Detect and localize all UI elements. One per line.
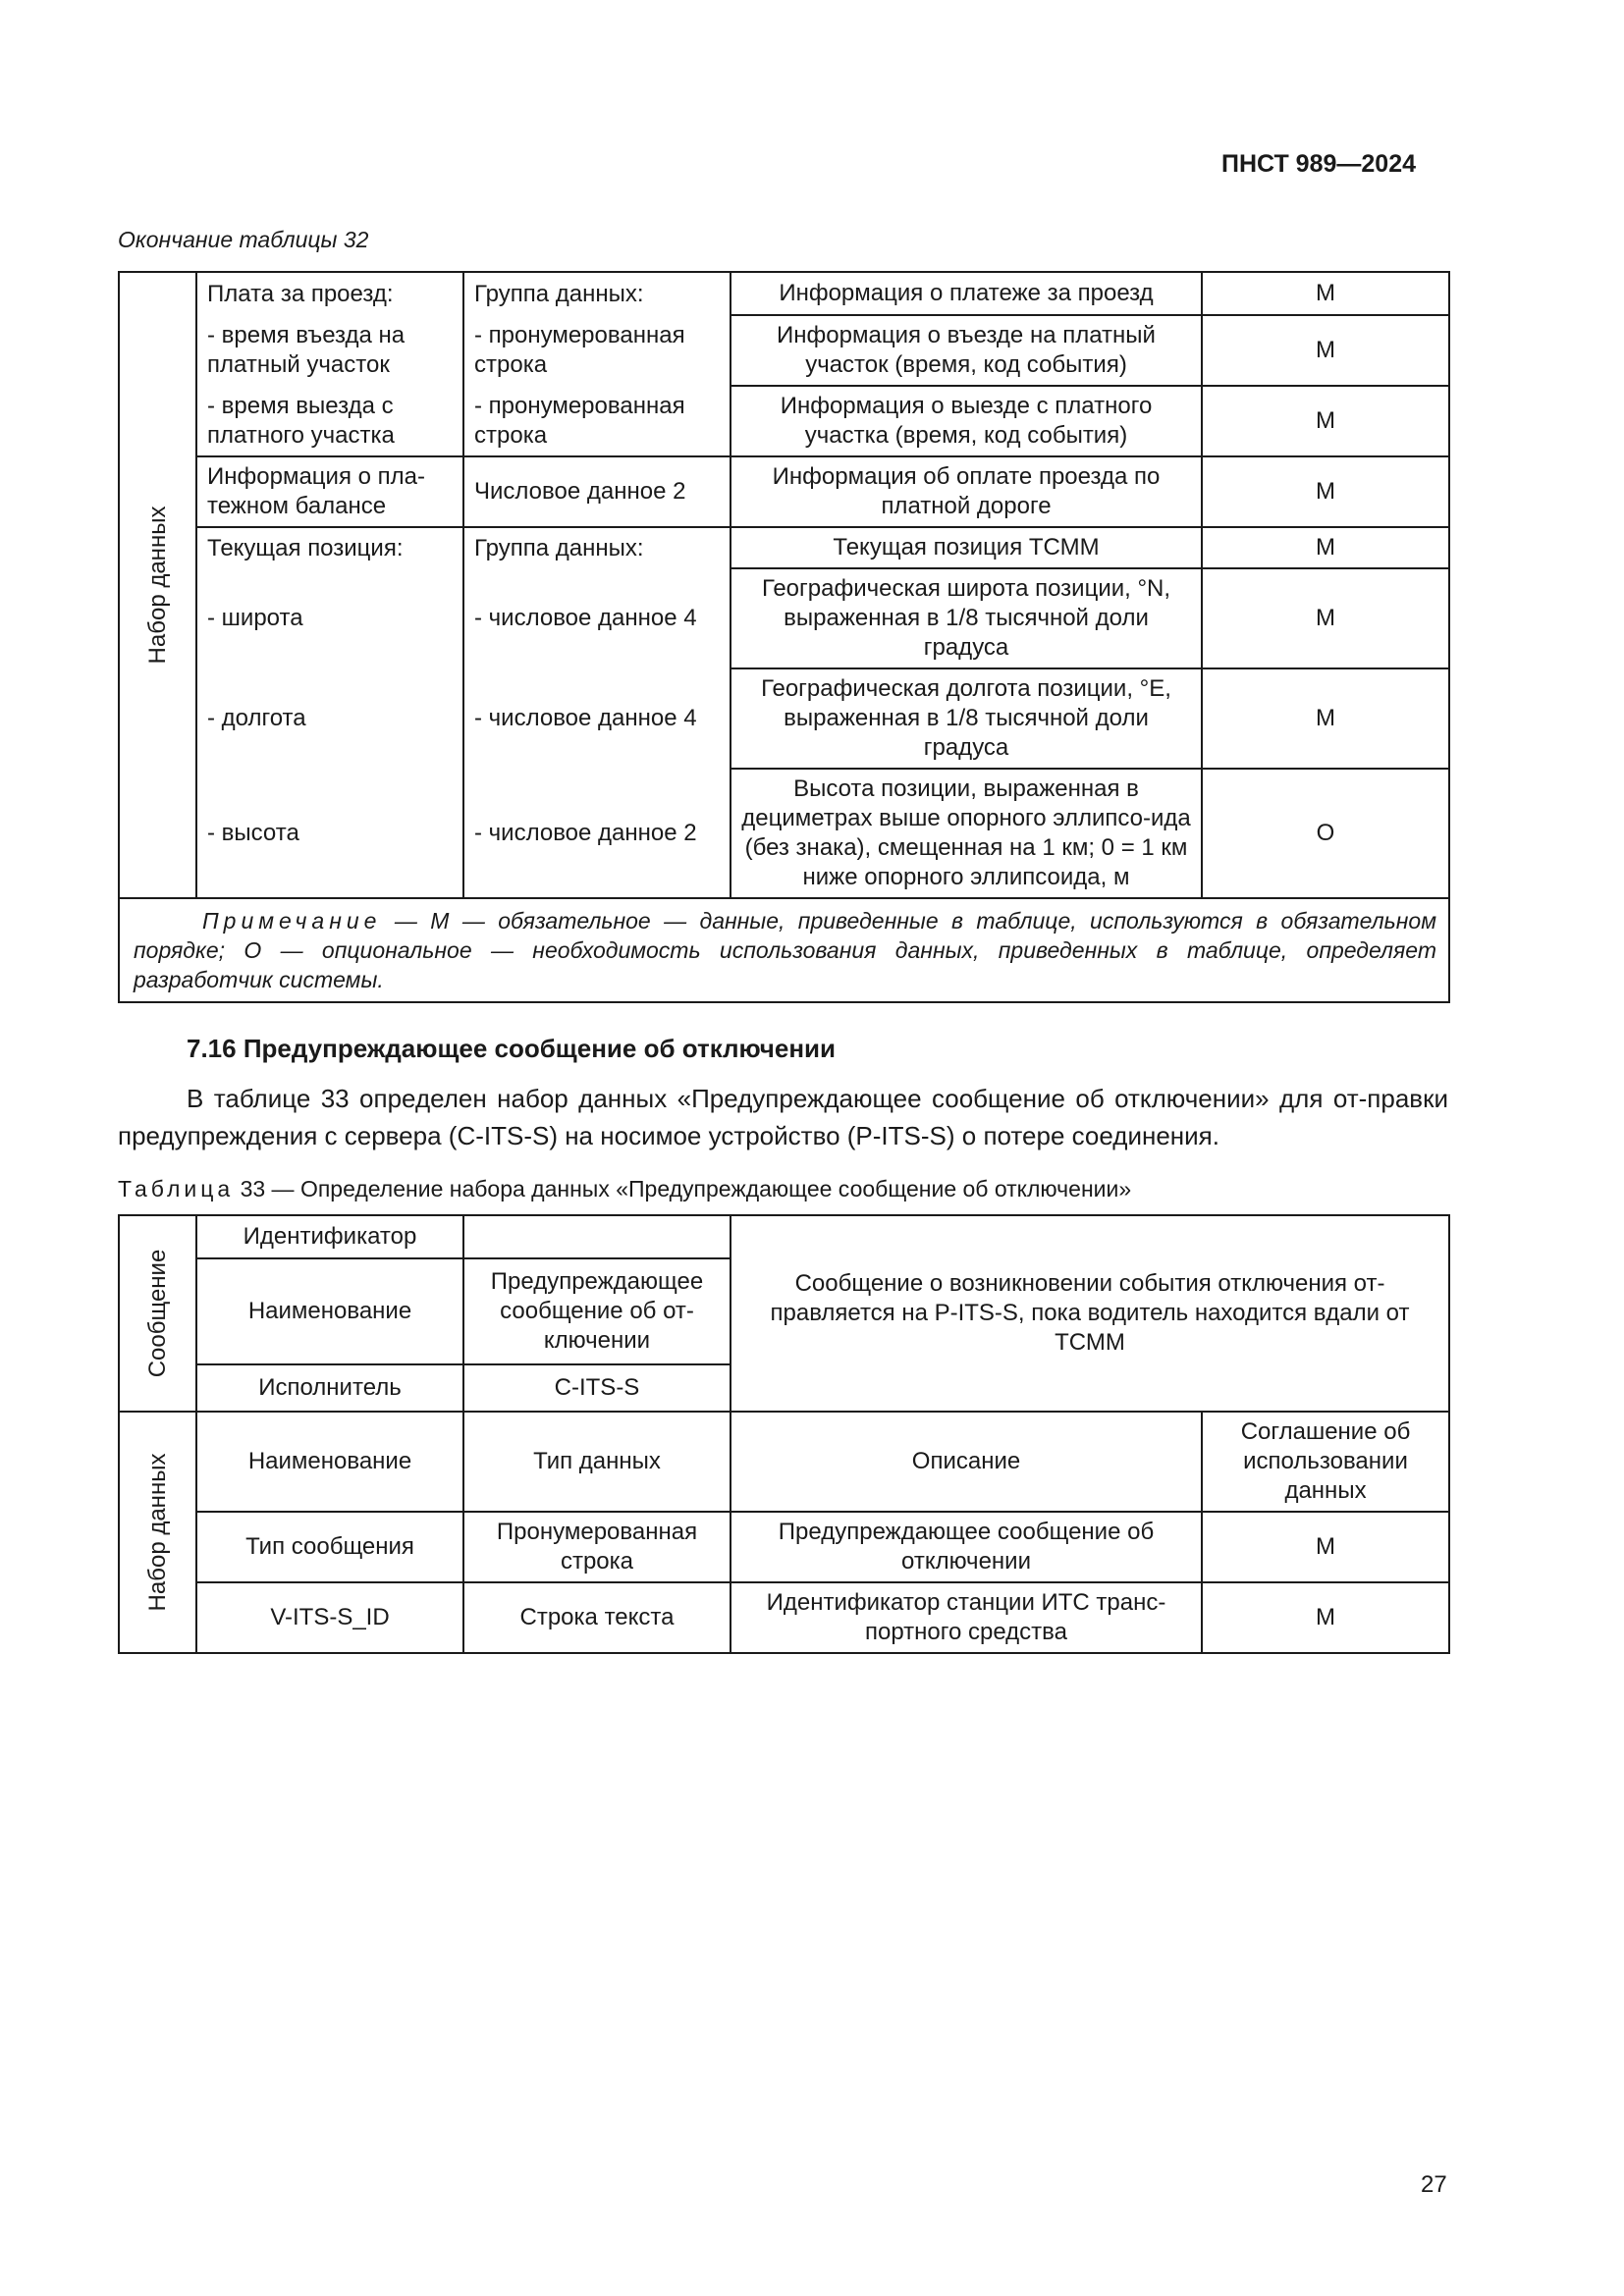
table32-cell: Текущая позиция ТСММ bbox=[731, 527, 1202, 568]
table33-cell bbox=[463, 1215, 731, 1258]
table32-cell: M bbox=[1202, 456, 1449, 527]
table33-cell: Наименование bbox=[196, 1258, 463, 1364]
table-32 bbox=[118, 271, 1450, 1003]
table32-side-label-cell bbox=[119, 272, 196, 898]
table33-caption-text: 33 — Определение набора данных «Предупреждающее сообщение об отключении» bbox=[240, 1176, 1132, 1201]
table32-cell: - время въезда на платный участок bbox=[196, 315, 463, 386]
table32-cell: M bbox=[1202, 272, 1449, 315]
table32-cell: - числовое данное 4 bbox=[463, 668, 731, 769]
table33-column-header: Наименование bbox=[196, 1412, 463, 1512]
table32-cell: Текущая позиция: bbox=[196, 527, 463, 568]
table32-note bbox=[119, 898, 1449, 1002]
table-33 bbox=[118, 1214, 1450, 1654]
table32-cell: - высота bbox=[196, 769, 463, 898]
table32-cell: Географическая долгота позиции, °E, выраженная в 1/8 тысячной доли градуса bbox=[731, 668, 1202, 769]
table33-cell: Предупреждающее сообщение об отключении bbox=[731, 1512, 1202, 1582]
section-paragraph bbox=[118, 1080, 1448, 1154]
table33-cell: Исполнитель bbox=[196, 1364, 463, 1412]
table33-message-description: Сообщение о возникновении события отключения от-правляется на P-ITS-S, пока водитель находится вдали от ТСММ bbox=[731, 1215, 1449, 1412]
table32-cell: M bbox=[1202, 315, 1449, 386]
table32-cell: Высота позиции, выраженная в дециметрах выше опорного эллипсо-ида (без знака), смещенная на 1 км; 0 = 1 км ниже опорного эллипсоида, м bbox=[731, 769, 1202, 898]
table32-cell: - долгота bbox=[196, 668, 463, 769]
table32-cell: Информация о пла-тежном балансе bbox=[196, 456, 463, 527]
section-title: 7.16 Предупреждающее сообщение об отключении bbox=[187, 1034, 836, 1063]
table32-cell: Группа данных: bbox=[463, 527, 731, 568]
table33-cell: M bbox=[1202, 1512, 1449, 1582]
table32-cell: - пронумерованная строка bbox=[463, 386, 731, 456]
document-code: ПНСТ 989—2024 bbox=[1221, 150, 1416, 178]
table33-message-label: Сообщение bbox=[143, 1249, 171, 1378]
table32-cell: Информация о платеже за проезд bbox=[731, 272, 1202, 315]
table33-cell: Пронумерованная строка bbox=[463, 1512, 731, 1582]
table33-cell: V-ITS-S_ID bbox=[196, 1582, 463, 1653]
table33-cell: Тип сообщения bbox=[196, 1512, 463, 1582]
table33-dataset-label-cell bbox=[119, 1412, 196, 1653]
table32-cell: Информация об оплате проезда по платной дороге bbox=[731, 456, 1202, 527]
section-paragraph-text: В таблице 33 определен набор данных «Предупреждающее сообщение об отключении» для от-правки предупреждения с сервера (C-ITS-S) на носимое устройство (P-ITS-S) о потере соединения. bbox=[118, 1084, 1448, 1150]
table33-cell: Идентификатор bbox=[196, 1215, 463, 1258]
page-number: 27 bbox=[1421, 2171, 1447, 2198]
table32-cell: - числовое данное 2 bbox=[463, 769, 731, 898]
table33-cell: Идентификатор станции ИТС транс-портного средства bbox=[731, 1582, 1202, 1653]
table32-note-label: Примечание bbox=[202, 908, 382, 934]
table33-column-header: Тип данных bbox=[463, 1412, 731, 1512]
table32-note-text: — M — обязательное — данные, приведенные в таблице, используются в обязательном порядке; O — опциональное — необходимость использования данных, приведенных в таблице, определяет разработчик системы. bbox=[134, 908, 1436, 992]
table32-cell: M bbox=[1202, 527, 1449, 568]
table33-message-label-cell bbox=[119, 1215, 196, 1412]
table32-cell: Географическая широта позиции, °N, выраженная в 1/8 тысячной доли градуса bbox=[731, 568, 1202, 668]
table33-column-header: Соглашение об использовании данных bbox=[1202, 1412, 1449, 1512]
table33-cell: Предупреждающее сообщение об от-ключении bbox=[463, 1258, 731, 1364]
table32-cell: - время выезда с платного участка bbox=[196, 386, 463, 456]
table32-cell: Информация о въезде на платный участок (время, код события) bbox=[731, 315, 1202, 386]
table33-cell: C-ITS-S bbox=[463, 1364, 731, 1412]
table33-column-header: Описание bbox=[731, 1412, 1202, 1512]
table32-cell: O bbox=[1202, 769, 1449, 898]
table32-cell: Группа данных: bbox=[463, 272, 731, 315]
table32-cell: - широта bbox=[196, 568, 463, 668]
table32-cell: M bbox=[1202, 668, 1449, 769]
table32-cell: Плата за проезд: bbox=[196, 272, 463, 315]
table33-dataset-label: Набор данных bbox=[143, 1453, 171, 1612]
table32-cell: M bbox=[1202, 568, 1449, 668]
table32-cell: Числовое данное 2 bbox=[463, 456, 731, 527]
table33-caption bbox=[118, 1176, 1131, 1202]
table32-cell: M bbox=[1202, 386, 1449, 456]
table32-cell: - пронумерованная строка bbox=[463, 315, 731, 386]
table33-cell: M bbox=[1202, 1582, 1449, 1653]
table33-caption-label: Таблица bbox=[118, 1176, 235, 1201]
table33-cell: Строка текста bbox=[463, 1582, 731, 1653]
table32-cell: Информация о выезде с платного участка (время, код события) bbox=[731, 386, 1202, 456]
table32-side-label: Набор данных bbox=[143, 506, 171, 665]
table-continuation-label: Окончание таблицы 32 bbox=[118, 227, 369, 252]
table32-cell: - числовое данное 4 bbox=[463, 568, 731, 668]
